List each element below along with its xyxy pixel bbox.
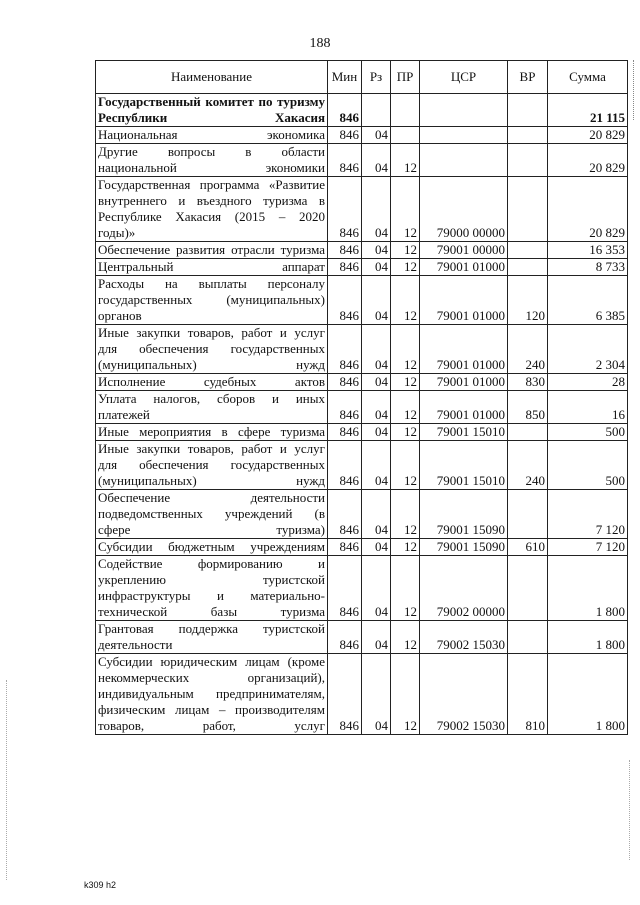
cell-name: Национальная экономика	[96, 127, 328, 144]
table-row	[96, 144, 628, 177]
cell-csr: 79001 15090	[420, 539, 508, 556]
page-number: 188	[309, 36, 331, 51]
cell-rz: 04	[362, 556, 391, 621]
cell-rz	[362, 94, 391, 127]
table-row	[96, 276, 628, 325]
cell-pr: 12	[391, 441, 420, 490]
cell-rz: 04	[362, 144, 391, 177]
cell-vr: 830	[508, 374, 548, 391]
footer-code: k309 h2	[84, 880, 117, 890]
table-body	[96, 94, 628, 735]
cell-csr: 79001 01000	[420, 259, 508, 276]
cell-csr	[420, 127, 508, 144]
cell-min: 846	[328, 242, 362, 259]
table-row	[96, 621, 628, 654]
cell-name: Иные закупки товаров, работ и услуг для обеспечения государственных (муниципальных) нужд	[96, 325, 328, 374]
cell-vr	[508, 490, 548, 539]
cell-sum: 28	[548, 374, 628, 391]
cell-sum: 1 800	[548, 654, 628, 735]
cell-min: 846	[328, 144, 362, 177]
table-row	[96, 259, 628, 276]
cell-vr: 810	[508, 654, 548, 735]
cell-csr: 79001 01000	[420, 276, 508, 325]
cell-name: Иные закупки товаров, работ и услуг для обеспечения государственных (муниципальных) нужд	[96, 441, 328, 490]
cell-rz: 04	[362, 177, 391, 242]
cell-name: Центральный аппарат	[96, 259, 328, 276]
scan-mark	[632, 60, 634, 120]
table-row	[96, 539, 628, 556]
cell-min: 846	[328, 94, 362, 127]
cell-sum: 20 829	[548, 127, 628, 144]
cell-rz: 04	[362, 424, 391, 441]
cell-pr: 12	[391, 424, 420, 441]
cell-rz: 04	[362, 276, 391, 325]
cell-min: 846	[328, 325, 362, 374]
cell-min: 846	[328, 556, 362, 621]
cell-vr	[508, 144, 548, 177]
cell-name: Государственный комитет по туризму Республики Хакасия	[96, 94, 328, 127]
cell-min: 846	[328, 490, 362, 539]
cell-pr: 12	[391, 276, 420, 325]
cell-rz: 04	[362, 374, 391, 391]
table-row	[96, 556, 628, 621]
cell-csr: 79001 15010	[420, 441, 508, 490]
cell-name: Обеспечение развития отрасли туризма	[96, 242, 328, 259]
cell-min: 846	[328, 127, 362, 144]
cell-rz: 04	[362, 325, 391, 374]
cell-min: 846	[328, 424, 362, 441]
cell-sum: 2 304	[548, 325, 628, 374]
cell-csr	[420, 94, 508, 127]
cell-min: 846	[328, 276, 362, 325]
cell-rz: 04	[362, 391, 391, 424]
col-header-vr: ВР	[508, 61, 548, 94]
cell-sum: 8 733	[548, 259, 628, 276]
cell-vr: 240	[508, 441, 548, 490]
table-row	[96, 177, 628, 242]
cell-rz: 04	[362, 441, 391, 490]
table-row	[96, 441, 628, 490]
cell-min: 846	[328, 259, 362, 276]
scan-mark	[628, 760, 630, 860]
table-header-row	[96, 61, 628, 94]
cell-name: Другие вопросы в области национальной экономики	[96, 144, 328, 177]
cell-rz: 04	[362, 490, 391, 539]
cell-name: Государственная программа «Развитие внутреннего и въездного туризма в Республике Хакасия (2015 – 2020 годы)»	[96, 177, 328, 242]
cell-min: 846	[328, 177, 362, 242]
table-row	[96, 374, 628, 391]
cell-sum: 1 800	[548, 621, 628, 654]
table-row	[96, 325, 628, 374]
cell-name: Исполнение судебных актов	[96, 374, 328, 391]
cell-pr	[391, 127, 420, 144]
cell-vr: 240	[508, 325, 548, 374]
cell-min: 846	[328, 441, 362, 490]
cell-pr: 12	[391, 242, 420, 259]
cell-csr: 79001 15010	[420, 424, 508, 441]
cell-name: Субсидии бюджетным учреждениям	[96, 539, 328, 556]
cell-rz: 04	[362, 539, 391, 556]
cell-vr: 610	[508, 539, 548, 556]
cell-min: 846	[328, 621, 362, 654]
cell-vr: 850	[508, 391, 548, 424]
cell-sum: 7 120	[548, 539, 628, 556]
cell-min: 846	[328, 391, 362, 424]
scan-mark	[6, 680, 8, 880]
cell-csr: 79000 00000	[420, 177, 508, 242]
cell-vr	[508, 177, 548, 242]
col-header-sum: Сумма	[548, 61, 628, 94]
col-header-pr: ПР	[391, 61, 420, 94]
cell-min: 846	[328, 539, 362, 556]
cell-name: Содействие формированию и укреплению туристской инфраструктуры и материально-технической базы туризма	[96, 556, 328, 621]
cell-csr: 79001 01000	[420, 325, 508, 374]
cell-pr: 12	[391, 325, 420, 374]
table-row	[96, 654, 628, 735]
cell-name: Иные мероприятия в сфере туризма	[96, 424, 328, 441]
cell-vr: 120	[508, 276, 548, 325]
cell-min: 846	[328, 374, 362, 391]
cell-pr: 12	[391, 539, 420, 556]
cell-name: Расходы на выплаты персоналу государственных (муниципальных) органов	[96, 276, 328, 325]
cell-csr: 79001 01000	[420, 374, 508, 391]
cell-pr: 12	[391, 374, 420, 391]
cell-sum: 1 800	[548, 556, 628, 621]
table-row	[96, 127, 628, 144]
cell-sum: 500	[548, 424, 628, 441]
cell-vr	[508, 424, 548, 441]
cell-csr: 79001 00000	[420, 242, 508, 259]
cell-pr: 12	[391, 391, 420, 424]
cell-vr	[508, 94, 548, 127]
cell-vr	[508, 621, 548, 654]
budget-table	[95, 60, 628, 735]
cell-csr: 79002 15030	[420, 654, 508, 735]
cell-rz: 04	[362, 259, 391, 276]
col-header-min: Мин	[328, 61, 362, 94]
cell-pr: 12	[391, 490, 420, 539]
cell-sum: 20 829	[548, 177, 628, 242]
cell-vr	[508, 127, 548, 144]
cell-vr	[508, 259, 548, 276]
table-row	[96, 424, 628, 441]
cell-sum: 16 353	[548, 242, 628, 259]
cell-name: Уплата налогов, сборов и иных платежей	[96, 391, 328, 424]
col-header-csr: ЦСР	[420, 61, 508, 94]
col-header-rz: Рз	[362, 61, 391, 94]
cell-pr: 12	[391, 259, 420, 276]
cell-pr: 12	[391, 556, 420, 621]
cell-pr: 12	[391, 177, 420, 242]
cell-pr: 12	[391, 654, 420, 735]
cell-csr: 79001 01000	[420, 391, 508, 424]
cell-pr	[391, 94, 420, 127]
cell-sum: 6 385	[548, 276, 628, 325]
cell-min: 846	[328, 654, 362, 735]
cell-name: Грантовая поддержка туристской деятельности	[96, 621, 328, 654]
col-header-name: Наименование	[96, 61, 328, 94]
cell-csr	[420, 144, 508, 177]
cell-pr: 12	[391, 621, 420, 654]
cell-vr	[508, 556, 548, 621]
cell-pr: 12	[391, 144, 420, 177]
cell-name: Субсидии юридическим лицам (кроме некоммерческих организаций), индивидуальным предпринимателям, физическим лицам – производителям товаров, работ, услуг	[96, 654, 328, 735]
cell-rz: 04	[362, 621, 391, 654]
table-row	[96, 490, 628, 539]
cell-rz: 04	[362, 127, 391, 144]
cell-sum: 20 829	[548, 144, 628, 177]
cell-sum: 7 120	[548, 490, 628, 539]
cell-csr: 79001 15090	[420, 490, 508, 539]
table-row	[96, 94, 628, 127]
cell-vr	[508, 242, 548, 259]
cell-csr: 79002 15030	[420, 621, 508, 654]
cell-sum: 16	[548, 391, 628, 424]
table-row	[96, 242, 628, 259]
cell-rz: 04	[362, 654, 391, 735]
cell-rz: 04	[362, 242, 391, 259]
table-row	[96, 391, 628, 424]
cell-name: Обеспечение деятельности подведомственных учреждений (в сфере туризма)	[96, 490, 328, 539]
cell-sum: 21 115	[548, 94, 628, 127]
cell-csr: 79002 00000	[420, 556, 508, 621]
cell-sum: 500	[548, 441, 628, 490]
